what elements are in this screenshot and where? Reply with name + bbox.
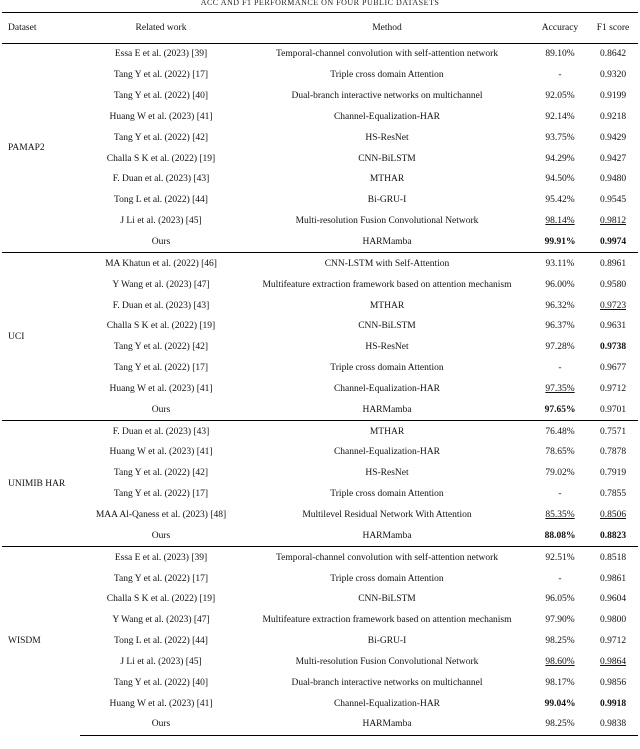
table-row xyxy=(2,714,638,735)
results-table xyxy=(2,12,638,736)
method-cell: HARMamba xyxy=(362,530,412,541)
accuracy-cell: 96.00% xyxy=(545,279,575,290)
header-row xyxy=(2,13,638,44)
header-f1-score: F1 score xyxy=(588,13,638,44)
accuracy-cell: - xyxy=(558,70,562,81)
method-cell: CNN-LSTM with Self-Attention xyxy=(242,253,532,274)
f1-score-cell: 0.9677 xyxy=(599,363,627,374)
related-work-cell: MA Khatun et al. (2022) [46] xyxy=(80,253,242,274)
table-row xyxy=(2,211,638,232)
table-row xyxy=(2,421,638,442)
method-cell: Dual-branch interactive networks on multichannel xyxy=(291,91,483,102)
f1-score-cell: 0.9320 xyxy=(599,70,627,81)
f1-score-cell: 0.9427 xyxy=(599,153,627,164)
accuracy-cell: - xyxy=(558,489,562,500)
method-cell: Channel-Equalization-HAR xyxy=(333,383,441,394)
table-header xyxy=(2,13,638,44)
f1-score-cell: 0.9918 xyxy=(599,698,627,709)
table-row xyxy=(2,631,638,652)
accuracy-cell: 97.28% xyxy=(545,342,575,353)
accuracy-cell: 94.50% xyxy=(545,174,575,185)
f1-score-cell: 0.9812 xyxy=(599,216,627,227)
related-work-cell: Ours xyxy=(151,530,171,541)
table-row xyxy=(2,107,638,128)
table-row xyxy=(2,232,638,253)
method-cell: MTHAR xyxy=(369,174,405,185)
f1-score-cell: 0.8506 xyxy=(599,509,627,520)
related-work-cell: Challa S K et al. (2022) [19] xyxy=(106,321,216,332)
dataset-name-cell: UNIMIB HAR xyxy=(2,421,80,547)
table-row xyxy=(2,379,638,400)
table-row xyxy=(2,568,638,589)
related-work-cell: F. Duan et al. (2023) [43] xyxy=(112,300,210,311)
accuracy-cell: 88.08% xyxy=(544,530,576,541)
f1-score-cell: 0.7919 xyxy=(599,468,627,479)
method-cell: Triple cross domain Attention xyxy=(330,573,444,584)
related-work-cell: Tang Y et al. (2022) [40] xyxy=(113,91,209,102)
table-row xyxy=(2,589,638,610)
method-cell: Channel-Equalization-HAR xyxy=(333,111,441,122)
f1-score-cell: 0.9545 xyxy=(599,195,627,206)
f1-score-cell: 0.9218 xyxy=(599,111,627,122)
dataset-name-cell: WISDM xyxy=(2,547,80,736)
table-row xyxy=(2,127,638,148)
accuracy-cell: 98.25% xyxy=(545,636,575,647)
accuracy-cell: 95.42% xyxy=(545,195,575,206)
related-work-cell: Huang W et al. (2023) [41] xyxy=(109,698,213,709)
table-row xyxy=(2,316,638,337)
f1-score-cell: 0.8642 xyxy=(588,44,638,65)
accuracy-cell: 97.65% xyxy=(544,404,576,415)
table-row xyxy=(2,86,638,107)
method-cell: HARMamba xyxy=(362,404,412,415)
accuracy-cell: 94.29% xyxy=(545,153,575,164)
method-cell: CNN-BiLSTM xyxy=(358,321,416,332)
accuracy-cell: 97.35% xyxy=(545,383,575,394)
accuracy-cell: 93.11% xyxy=(532,253,588,274)
method-cell: Bi-GRU-I xyxy=(367,195,407,206)
f1-score-cell: 0.9701 xyxy=(599,404,627,415)
related-work-cell: Huang W et al. (2023) [41] xyxy=(109,383,213,394)
dataset-name-cell: UCI xyxy=(2,253,80,421)
method-cell: Channel-Equalization-HAR xyxy=(333,698,441,709)
method-cell: MTHAR xyxy=(242,421,532,442)
table-row xyxy=(2,672,638,693)
accuracy-cell: 92.05% xyxy=(545,91,575,102)
related-work-cell: Huang W et al. (2023) [41] xyxy=(109,447,213,458)
f1-score-cell: 0.8518 xyxy=(588,547,638,568)
method-cell: Channel-Equalization-HAR xyxy=(333,447,441,458)
accuracy-cell: 98.60% xyxy=(545,656,575,667)
accuracy-cell: 99.91% xyxy=(544,237,576,248)
method-cell: Triple cross domain Attention xyxy=(330,363,444,374)
table-row xyxy=(2,274,638,295)
f1-score-cell: 0.9712 xyxy=(599,636,627,647)
method-cell: Bi-GRU-I xyxy=(367,636,407,647)
table-row xyxy=(2,484,638,505)
related-work-cell: Tang Y et al. (2022) [17] xyxy=(113,573,209,584)
related-work-cell: Ours xyxy=(151,237,171,248)
f1-score-cell: 0.9480 xyxy=(599,174,627,185)
dataset-name-cell: PAMAP2 xyxy=(2,44,80,253)
related-work-cell: Tong L et al. (2022) [44] xyxy=(114,195,208,206)
table-row xyxy=(2,693,638,714)
related-work-cell: Tang Y et al. (2022) [40] xyxy=(113,677,209,688)
accuracy-cell: 96.37% xyxy=(545,321,575,332)
related-work-cell: MAA Al-Qaness et al. (2023) [48] xyxy=(95,509,227,520)
f1-score-cell: 0.9974 xyxy=(599,237,627,248)
method-cell: Temporal-channel convolution with self-attention network xyxy=(242,44,532,65)
related-work-cell: Tong L et al. (2022) [44] xyxy=(114,636,208,647)
method-cell: Multifeature extraction framework based on attention mechanism xyxy=(262,615,512,626)
f1-score-cell: 0.9712 xyxy=(599,383,627,394)
accuracy-cell: 92.51% xyxy=(532,547,588,568)
accuracy-cell: 99.04% xyxy=(544,698,576,709)
table-row xyxy=(2,253,638,274)
accuracy-cell: 85.35% xyxy=(545,509,575,520)
table-row xyxy=(2,505,638,526)
method-cell: Triple cross domain Attention xyxy=(330,489,444,500)
method-cell: HS-ResNet xyxy=(365,342,409,353)
accuracy-cell: 97.90% xyxy=(545,615,575,626)
related-work-cell: F. Duan et al. (2023) [43] xyxy=(80,421,242,442)
f1-score-cell: 0.9199 xyxy=(599,91,627,102)
accuracy-cell: 96.32% xyxy=(545,300,575,311)
related-work-cell: F. Duan et al. (2023) [43] xyxy=(112,174,210,185)
method-cell: HARMamba xyxy=(362,237,412,248)
related-work-cell: J Li et al. (2023) [45] xyxy=(120,656,202,667)
f1-score-cell: 0.7878 xyxy=(599,447,627,458)
accuracy-cell: - xyxy=(558,363,562,374)
method-cell: Multi-resolution Fusion Convolutional Network xyxy=(295,656,479,667)
method-cell: CNN-BiLSTM xyxy=(358,594,416,605)
f1-score-cell: 0.9631 xyxy=(599,321,627,332)
method-cell: HS-ResNet xyxy=(365,468,409,479)
related-work-cell: Essa E et al. (2023) [39] xyxy=(80,547,242,568)
accuracy-cell: 92.14% xyxy=(545,111,575,122)
header-related-work: Related work xyxy=(80,13,242,44)
accuracy-cell: 96.05% xyxy=(545,594,575,605)
f1-score-cell: 0.8961 xyxy=(588,253,638,274)
table-row xyxy=(2,337,638,358)
f1-score-cell: 0.9856 xyxy=(599,677,627,688)
table-caption: ACC AND F1 PERFORMANCE ON FOUR PUBLIC DATASETS xyxy=(200,0,440,7)
method-cell: MTHAR xyxy=(369,300,405,311)
table-row xyxy=(2,525,638,546)
accuracy-cell: 93.75% xyxy=(545,132,575,143)
related-work-cell: Tang Y et al. (2022) [42] xyxy=(113,468,209,479)
f1-score-cell: 0.7571 xyxy=(588,421,638,442)
f1-score-cell: 0.9800 xyxy=(599,615,627,626)
method-cell: CNN-BiLSTM xyxy=(358,153,416,164)
table-row xyxy=(2,65,638,86)
f1-score-cell: 0.9429 xyxy=(599,132,627,143)
f1-score-cell: 0.9604 xyxy=(599,594,627,605)
table-body xyxy=(2,44,638,736)
related-work-cell: Challa S K et al. (2022) [19] xyxy=(106,153,216,164)
accuracy-cell: 98.14% xyxy=(545,216,575,227)
related-work-cell: J Li et al. (2023) [45] xyxy=(120,216,202,227)
header-dataset: Dataset xyxy=(2,13,80,44)
method-cell: Dual-branch interactive networks on multichannel xyxy=(291,677,483,688)
accuracy-cell: 79.02% xyxy=(545,468,575,479)
table-row xyxy=(2,295,638,316)
accuracy-cell: 76.48% xyxy=(532,421,588,442)
related-work-cell: Tang Y et al. (2022) [17] xyxy=(113,489,209,500)
table-row xyxy=(2,610,638,631)
related-work-cell: Ours xyxy=(80,714,242,735)
method-cell: HARMamba xyxy=(242,714,532,735)
f1-score-cell: 0.9861 xyxy=(599,573,627,584)
method-cell: HS-ResNet xyxy=(365,132,409,143)
related-work-cell: Tang Y et al. (2022) [42] xyxy=(113,132,209,143)
table-row xyxy=(2,442,638,463)
table-row xyxy=(2,547,638,568)
accuracy-cell: - xyxy=(558,573,562,584)
f1-score-cell: 0.7855 xyxy=(599,489,627,500)
f1-score-cell: 0.9580 xyxy=(599,279,627,290)
related-work-cell: Tang Y et al. (2022) [17] xyxy=(113,70,209,81)
accuracy-cell: 78.65% xyxy=(545,447,575,458)
table-row xyxy=(2,190,638,211)
f1-score-cell: 0.8823 xyxy=(599,530,627,541)
accuracy-cell: 98.17% xyxy=(545,677,575,688)
method-cell: Multi-resolution Fusion Convolutional Network xyxy=(295,216,479,227)
related-work-cell: Challa S K et al. (2022) [19] xyxy=(106,594,216,605)
table-row xyxy=(2,463,638,484)
method-cell: Multilevel Residual Network With Attention xyxy=(302,509,472,520)
related-work-cell: Huang W et al. (2023) [41] xyxy=(109,111,213,122)
table-row xyxy=(2,44,638,65)
accuracy-cell: 89.10% xyxy=(532,44,588,65)
header-accuracy: Accuracy xyxy=(532,13,588,44)
f1-score-cell: 0.9723 xyxy=(599,300,627,311)
f1-score-cell: 0.9864 xyxy=(599,656,627,667)
related-work-cell: Tang Y et al. (2022) [42] xyxy=(113,342,209,353)
table-row xyxy=(2,169,638,190)
header-method: Method xyxy=(242,13,532,44)
table-row xyxy=(2,651,638,672)
related-work-cell: Tang Y et al. (2022) [17] xyxy=(113,363,209,374)
table-row xyxy=(2,358,638,379)
related-work-cell: Y Wang et al. (2023) [47] xyxy=(112,615,210,626)
method-cell: Temporal-channel convolution with self-attention network xyxy=(242,547,532,568)
f1-score-cell: 0.9738 xyxy=(599,342,627,353)
related-work-cell: Essa E et al. (2023) [39] xyxy=(80,44,242,65)
related-work-cell: Y Wang et al. (2023) [47] xyxy=(112,279,210,290)
table-row xyxy=(2,399,638,420)
table-row xyxy=(2,148,638,169)
method-cell: Triple cross domain Attention xyxy=(330,70,444,81)
method-cell: Multifeature extraction framework based on attention mechanism xyxy=(262,279,512,290)
accuracy-cell: 98.25% xyxy=(532,714,588,735)
related-work-cell: Ours xyxy=(151,404,171,415)
f1-score-cell: 0.9838 xyxy=(588,714,638,735)
